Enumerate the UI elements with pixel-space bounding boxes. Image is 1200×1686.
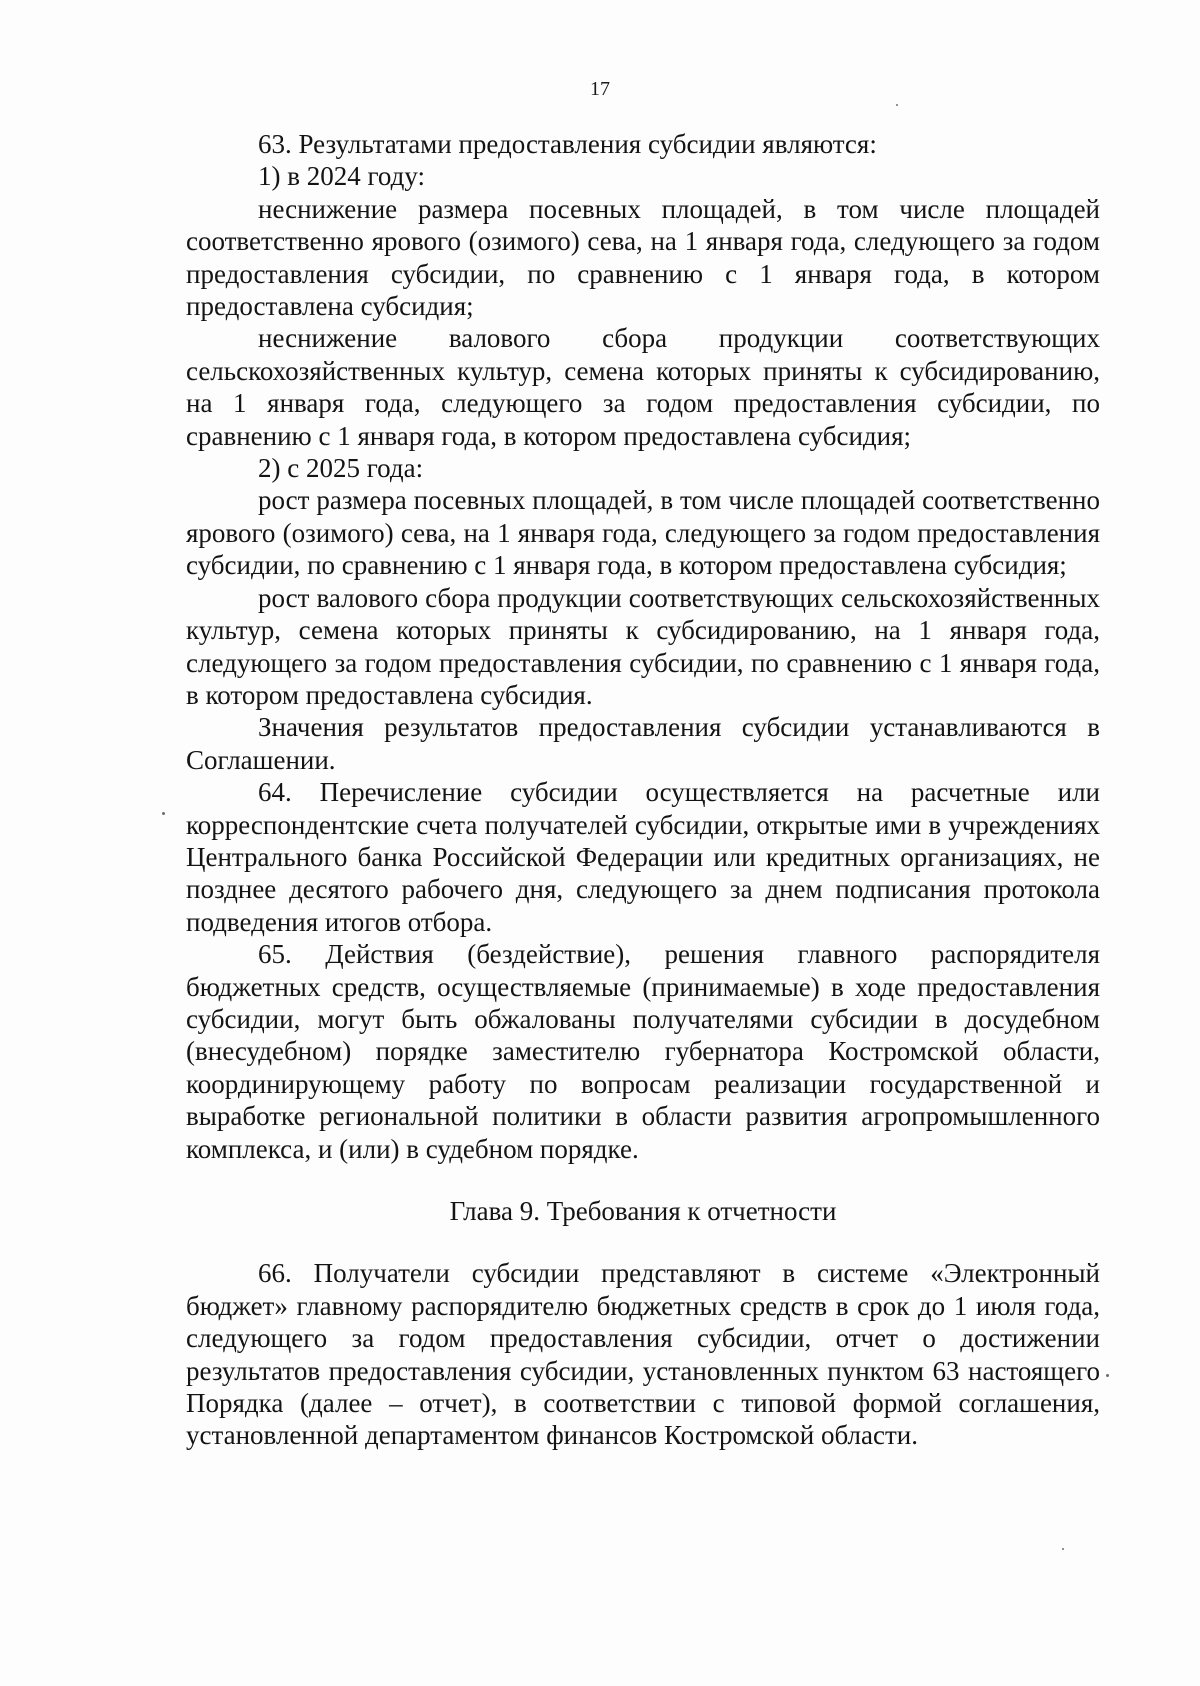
paragraph-64: 64. Перечисление субсидии осуществляется на расчетные или корреспондентские счета получателей субсидии, открытые ими в учреждениях Центрального банка Российской Федерации или кредитных организациях, не позднее десятого рабочего дня, следующего за днем подписания протокола подведения итогов отбора.	[186, 777, 1100, 937]
paragraph-63-item-1-harvest: неснижение валового сбора продукции соответствующих сельскохозяйственных культур, семена которых приняты к субсидированию, на 1 января года, следующего за годом предоставления субсидии, по сравнению с 1 января года, в котором предоставлена субсидия;	[186, 323, 1100, 451]
paragraph-63-item-2: 2) с 2025 года:	[258, 453, 424, 484]
scan-speck	[162, 812, 165, 815]
paragraph-63-item-2-area: рост размера посевных площадей, в том числе площадей соответственно ярового (озимого) сева, на 1 января года, следующего за годом предоставления субсидии, по сравнению с 1 января года, в котором предоставлена субсидия;	[186, 485, 1100, 581]
paragraph-63-intro: 63. Результатами предоставления субсидии являются:	[258, 129, 877, 159]
paragraph-65: 65. Действия (бездействие), решения главного распорядителя бюджетных средств, осуществляемые (принимаемые) в ходе предоставления субсидии, могут быть обжалованы получателями субсидии в досудебном (внесудебном) порядке заместителю губернатора Костромской области, координирующему работу по вопросам реализации государственной и выработке региональной политики в области развития агропромышленного комплекса, и (или) в судебном порядке.	[186, 939, 1100, 1164]
scan-speck	[1062, 1548, 1064, 1550]
paragraph-63-item-1-area: неснижение размера посевных площадей, в том числе площадей соответственно ярового (озимого) сева, на 1 января года, следующего за годом предоставления субсидии, по сравнению с 1 января года, в котором предоставлена субсидия;	[186, 193, 1100, 322]
page-number: 17	[590, 78, 610, 100]
paragraph-63-item-2-harvest: рост валового сбора продукции соответствующих сельскохозяйственных культур, семена которых приняты к субсидированию, на 1 января года, следующего за годом предоставления субсидии, по сравнению с 1 января года, в котором предоставлена субсидия.	[186, 582, 1100, 710]
scan-speck	[896, 104, 898, 106]
document-body	[186, 128, 1100, 1452]
paragraph-66: 66. Получатели субсидии представляют в системе «Электронный бюджет» главному распорядителю бюджетных средств в срок до 1 июля года, следующего за годом предоставления субсидии, отчет о достижении результатов предоставления субсидии, установленных пунктом 63 настоящего Порядка (далее – отчет), в соответствии с типовой формой соглашения, установленной департаментом финансов Костромской области.	[186, 1258, 1100, 1451]
scan-speck	[1106, 1374, 1109, 1377]
paragraph-63-item-1: 1) в 2024 году:	[258, 161, 425, 192]
paragraph-63-values: Значения результатов предоставления субсидии устанавливаются в Соглашении.	[186, 712, 1100, 775]
chapter-heading: Глава 9. Требования к отчетности	[449, 1196, 837, 1226]
